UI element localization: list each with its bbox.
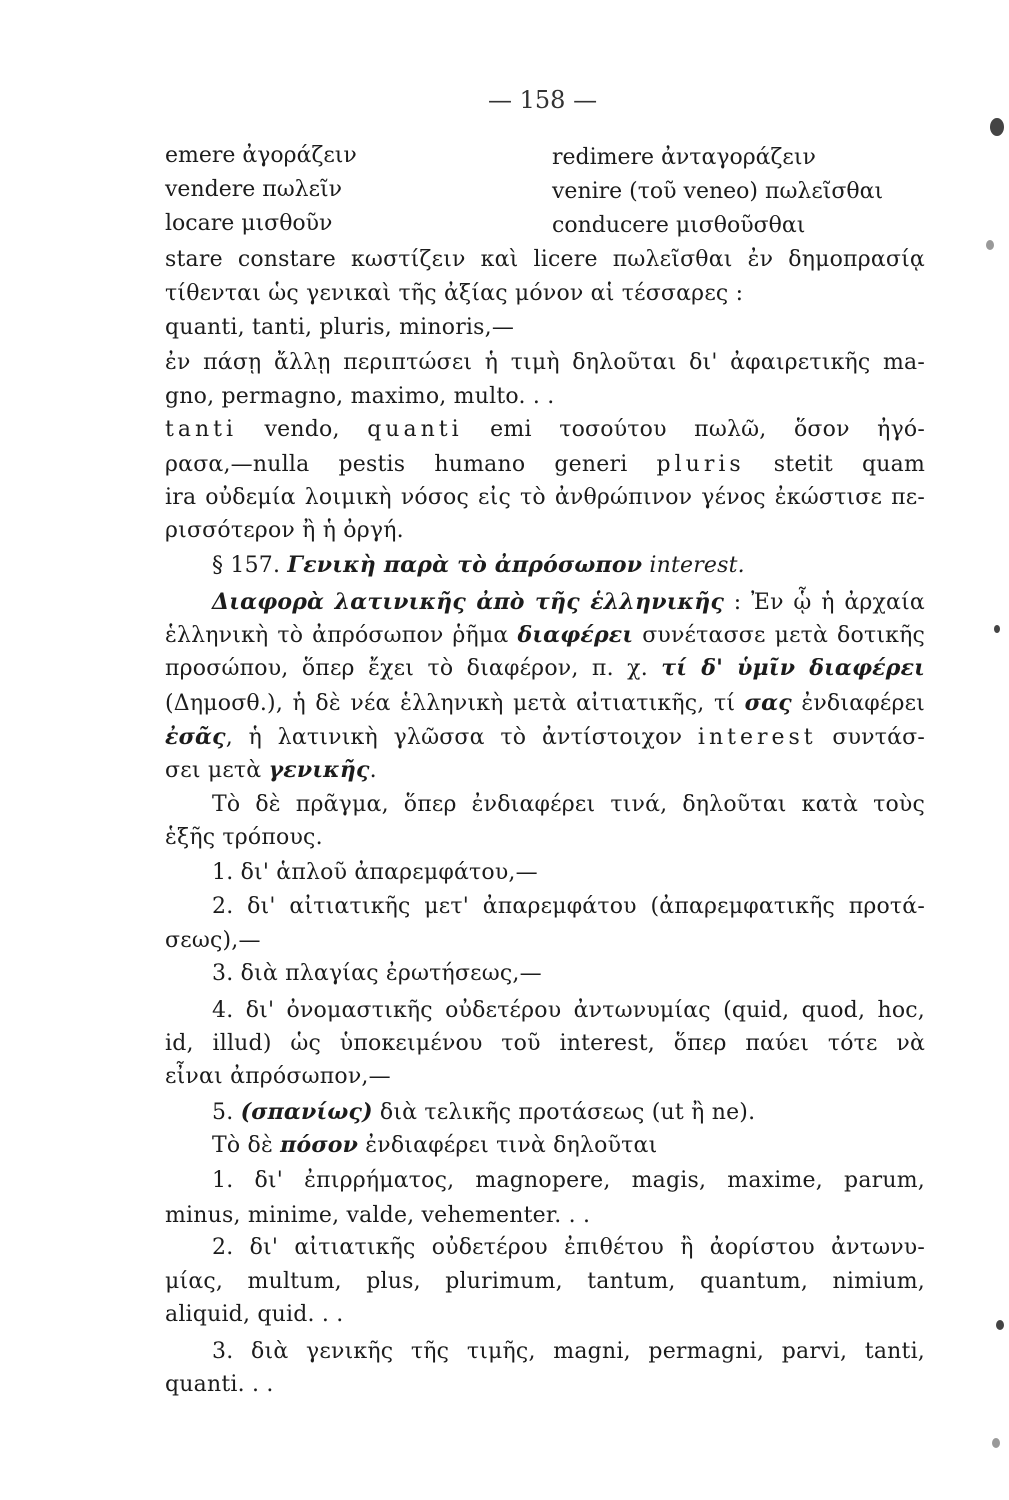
text-span: προσώπου, ὅπερ ἔχει τὸ διαφέρον, π. χ. (165, 656, 662, 681)
text-line-example (165, 454, 925, 476)
text-span: , ἡ λατινικὴ γλῶσσα τὸ ἀντίστοιχον (225, 725, 698, 750)
text-line (165, 657, 925, 680)
section-heading (212, 554, 972, 577)
text-span: ρασα,—nulla pestis humano generi (165, 452, 657, 477)
vocab-left-3: locare μισθοῦν (165, 211, 333, 236)
text-line: τίθενται ὡς γενικαὶ τῆς ἀξίας μόνον αἱ τέσσαρες : (165, 281, 744, 306)
text-line: id, illud) ὡς ὑποκειμένου τοῦ interest, ὅπερ παύει τότε νὰ (165, 1031, 925, 1056)
section-title: Γενικὴ παρὰ τὸ ἀπρόσωπον (287, 552, 643, 578)
vocab-right-3: conducere μισθοῦσθαι (552, 213, 806, 238)
section-number: § 157. (212, 553, 288, 578)
text-line (165, 692, 925, 715)
text-line (165, 726, 925, 749)
text-line: εἶναι ἀπρόσωπον,— (165, 1064, 391, 1089)
list-item: 4. δι' ὀνομαστικῆς οὐδετέρου ἀντωνυμίας (quid, quod, hoc, (212, 998, 925, 1023)
scan-speck (986, 240, 994, 250)
scan-speck (990, 118, 1004, 136)
spaced-word: quanti (367, 417, 463, 442)
vocab-right-1: redimere ἀνταγοράζειν (552, 145, 816, 170)
text-span: stetit quam (744, 452, 925, 477)
text-line (212, 1134, 972, 1157)
bold-phrase: διαφέρει (517, 622, 634, 648)
text-span: συνέτασσε μετὰ δοτικῆς (633, 623, 925, 648)
text-span: συντάσ- (816, 725, 925, 750)
text-line (165, 624, 925, 647)
text-span: ἑλληνικὴ τὸ ἀπρόσωπον ῥῆμα (165, 623, 518, 648)
bold-phrase: (σπανίως) (240, 1099, 373, 1125)
spaced-word: pluris (656, 452, 745, 477)
list-item: 3. διὰ πλαγίας ἐρωτήσεως,— (212, 961, 542, 986)
scan-speck (992, 1438, 1000, 1448)
text-line: minus, minime, valde, vehementer. . . (165, 1203, 591, 1228)
text-line: ρισσότερον ἢ ἡ ὀργή. (165, 518, 404, 543)
text-span: ἐνδιαφέρει τινὰ δηλοῦται (358, 1133, 658, 1158)
list-item (212, 1101, 972, 1124)
text-line: σεως),— (165, 928, 261, 953)
vocab-left-2: vendere πωλεῖν (165, 177, 342, 202)
list-item: 1. δι' ἐπιρρήματος, magnopere, magis, maxime, parum, (212, 1168, 925, 1193)
text-span: emi τοσούτου πωλῶ, ὅσον ἠγό- (462, 417, 925, 442)
vocab-right-2: venire (τοῦ veneo) πωλεῖσθαι (552, 179, 884, 204)
bold-phrase: πόσον (280, 1132, 359, 1158)
text-line: ἑξῆς τρόπους. (165, 825, 323, 850)
section-title-latin: interest. (642, 553, 745, 578)
text-line: μίας, multum, plus, plurimum, tantum, quantum, nimium, (165, 1269, 925, 1294)
scan-speck (996, 1320, 1004, 1330)
text-line (165, 759, 925, 782)
list-item: 3. διὰ γενικῆς τῆς τιμῆς, magni, permagni, parvi, tanti, (212, 1339, 925, 1364)
text-line: ira οὐδεμία λοιμικὴ νόσος εἰς τὸ ἀνθρώπινον γένος ἐκώστισε πε- (165, 485, 925, 510)
bold-phrase: γενικῆς (268, 757, 370, 783)
text-span: . (369, 758, 377, 783)
text-span: σει μετὰ (165, 758, 269, 783)
bold-phrase: σας (744, 690, 792, 716)
text-span: (Δημοσθ.), ἡ δὲ νέα ἑλληνικὴ μετὰ αἰτιατικῆς, τί (165, 691, 745, 716)
page-number: — 158 — (488, 86, 598, 114)
spaced-word: interest (697, 725, 817, 750)
text-span: ἐνδιαφέρει (791, 691, 926, 716)
text-line: gno, permagno, maximo, multo. . . (165, 384, 555, 409)
bold-phrase: Διαφορὰ λατινικῆς ἀπὸ τῆς ἑλληνικῆς (212, 589, 725, 615)
text-span: διὰ τελικῆς προτάσεως (ut ἢ ne). (372, 1100, 756, 1125)
text-line: stare constare κωστίζειν καὶ licere πωλεῖσθαι ἐν δημοπρασίᾳ (165, 247, 925, 272)
text-line: quanti. . . (165, 1372, 274, 1397)
text-line: aliquid, quid. . . (165, 1302, 344, 1327)
text-span: 5. (212, 1100, 241, 1125)
text-line: Τὸ δὲ πρᾶγμα, ὅπερ ἐνδιαφέρει τινά, δηλοῦται κατὰ τοὺς (212, 792, 925, 817)
text-line-example (165, 419, 925, 441)
text-line (212, 591, 925, 614)
bold-phrase: ἐσᾶς (165, 724, 226, 750)
scan-speck (994, 625, 1000, 633)
text-span: Τὸ δὲ (212, 1133, 281, 1158)
text-line: ἐν πάσῃ ἄλλῃ περιπτώσει ἡ τιμὴ δηλοῦται δι' ἀφαιρετικῆς ma- (165, 350, 925, 375)
spaced-word: tanti (165, 417, 238, 442)
text-span: vendo, (237, 417, 368, 442)
text-line: quanti, tanti, pluris, minoris,— (165, 315, 515, 340)
text-span: : Ἐν ᾧ ἡ ἀρχαία (724, 590, 925, 615)
list-item: 1. δι' ἁπλοῦ ἀπαρεμφάτου,— (212, 860, 538, 885)
vocab-left-1: emere ἀγοράζειν (165, 143, 357, 168)
list-item: 2. δι' αἰτιατικῆς μετ' ἀπαρεμφάτου (ἀπαρεμφατικῆς προτά- (212, 894, 925, 919)
list-item: 2. δι' αἰτιατικῆς οὐδετέρου ἐπιθέτου ἢ ἀορίστου ἀντωνυ- (212, 1235, 925, 1260)
bold-phrase: τί δ' ὑμῖν διαφέρει (661, 655, 925, 681)
